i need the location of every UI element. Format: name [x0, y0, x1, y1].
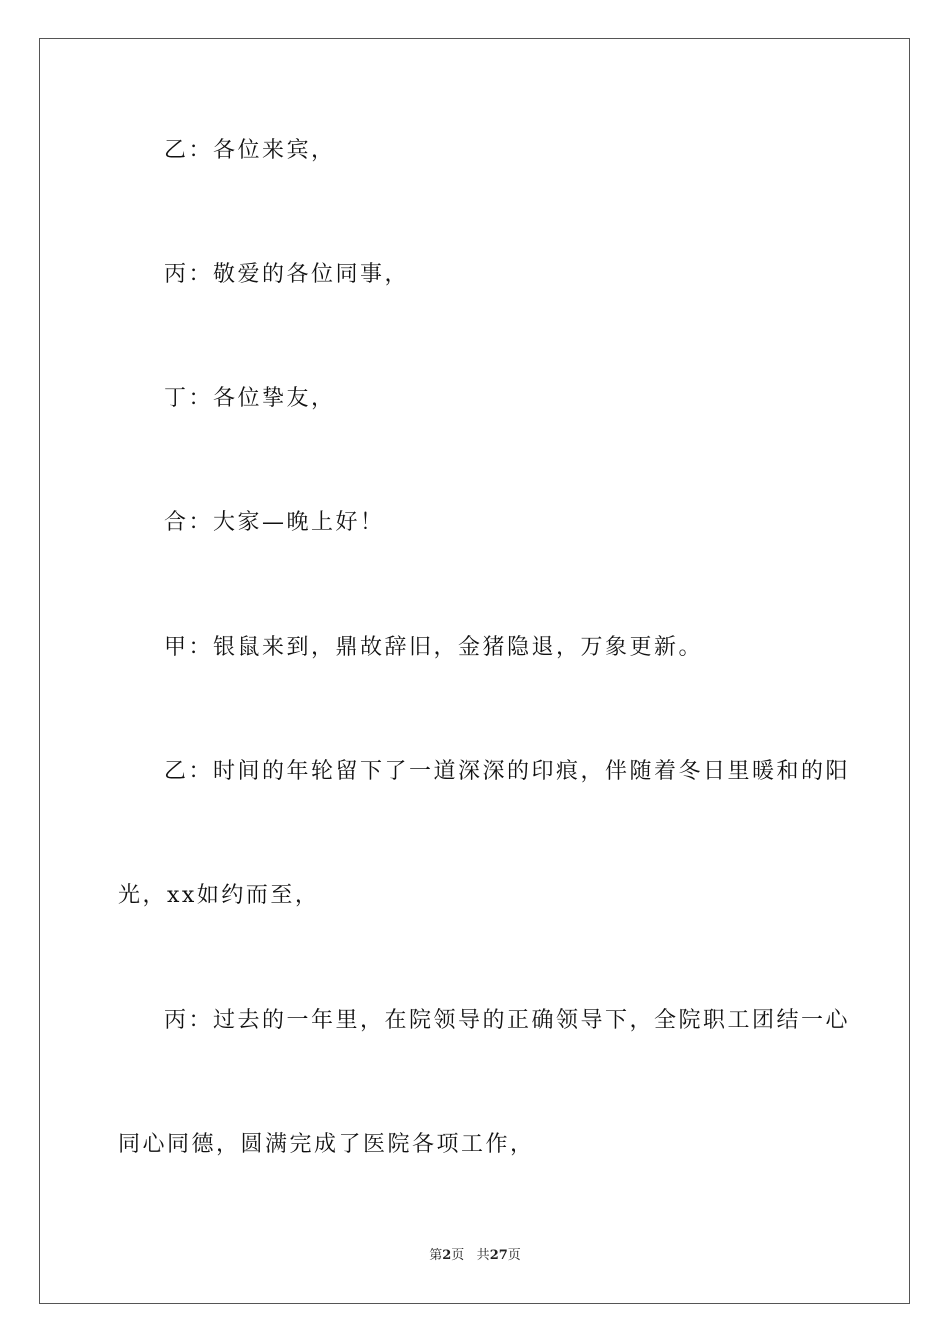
paragraph-line: 丁：各位挚友， — [164, 386, 336, 411]
paragraph-line: 光，xx如约而至， — [118, 883, 320, 908]
paragraph-line: 乙：时间的年轮留下了一道深深的印痕，伴随着冬日里暖和的阳 — [164, 759, 851, 784]
page-frame — [39, 38, 910, 1304]
page-footer — [0, 1247, 950, 1265]
paragraph-line: 合：大家—晚上好！ — [164, 510, 385, 535]
page-number-total: 27 — [489, 1248, 508, 1263]
paragraph-line: 乙：各位来宾， — [164, 138, 336, 163]
page-total-suffix: 页 — [507, 1248, 521, 1263]
page-number-prefix: 第 — [429, 1248, 443, 1263]
paragraph-line: 丙：敬爱的各位同事， — [164, 262, 410, 287]
paragraph-line: 丙：过去的一年里，在院领导的正确领导下，全院职工团结一心 — [164, 1008, 851, 1033]
page-total-prefix: 共 — [476, 1248, 490, 1263]
page-number-current: 2 — [442, 1248, 452, 1263]
paragraph-line: 甲：银鼠来到，鼎故辞旧，金猪隐退，万象更新。 — [164, 635, 704, 660]
page-number-suffix: 页 — [451, 1248, 465, 1263]
paragraph-line: 同心同德，圆满完成了医院各项工作， — [118, 1132, 535, 1157]
